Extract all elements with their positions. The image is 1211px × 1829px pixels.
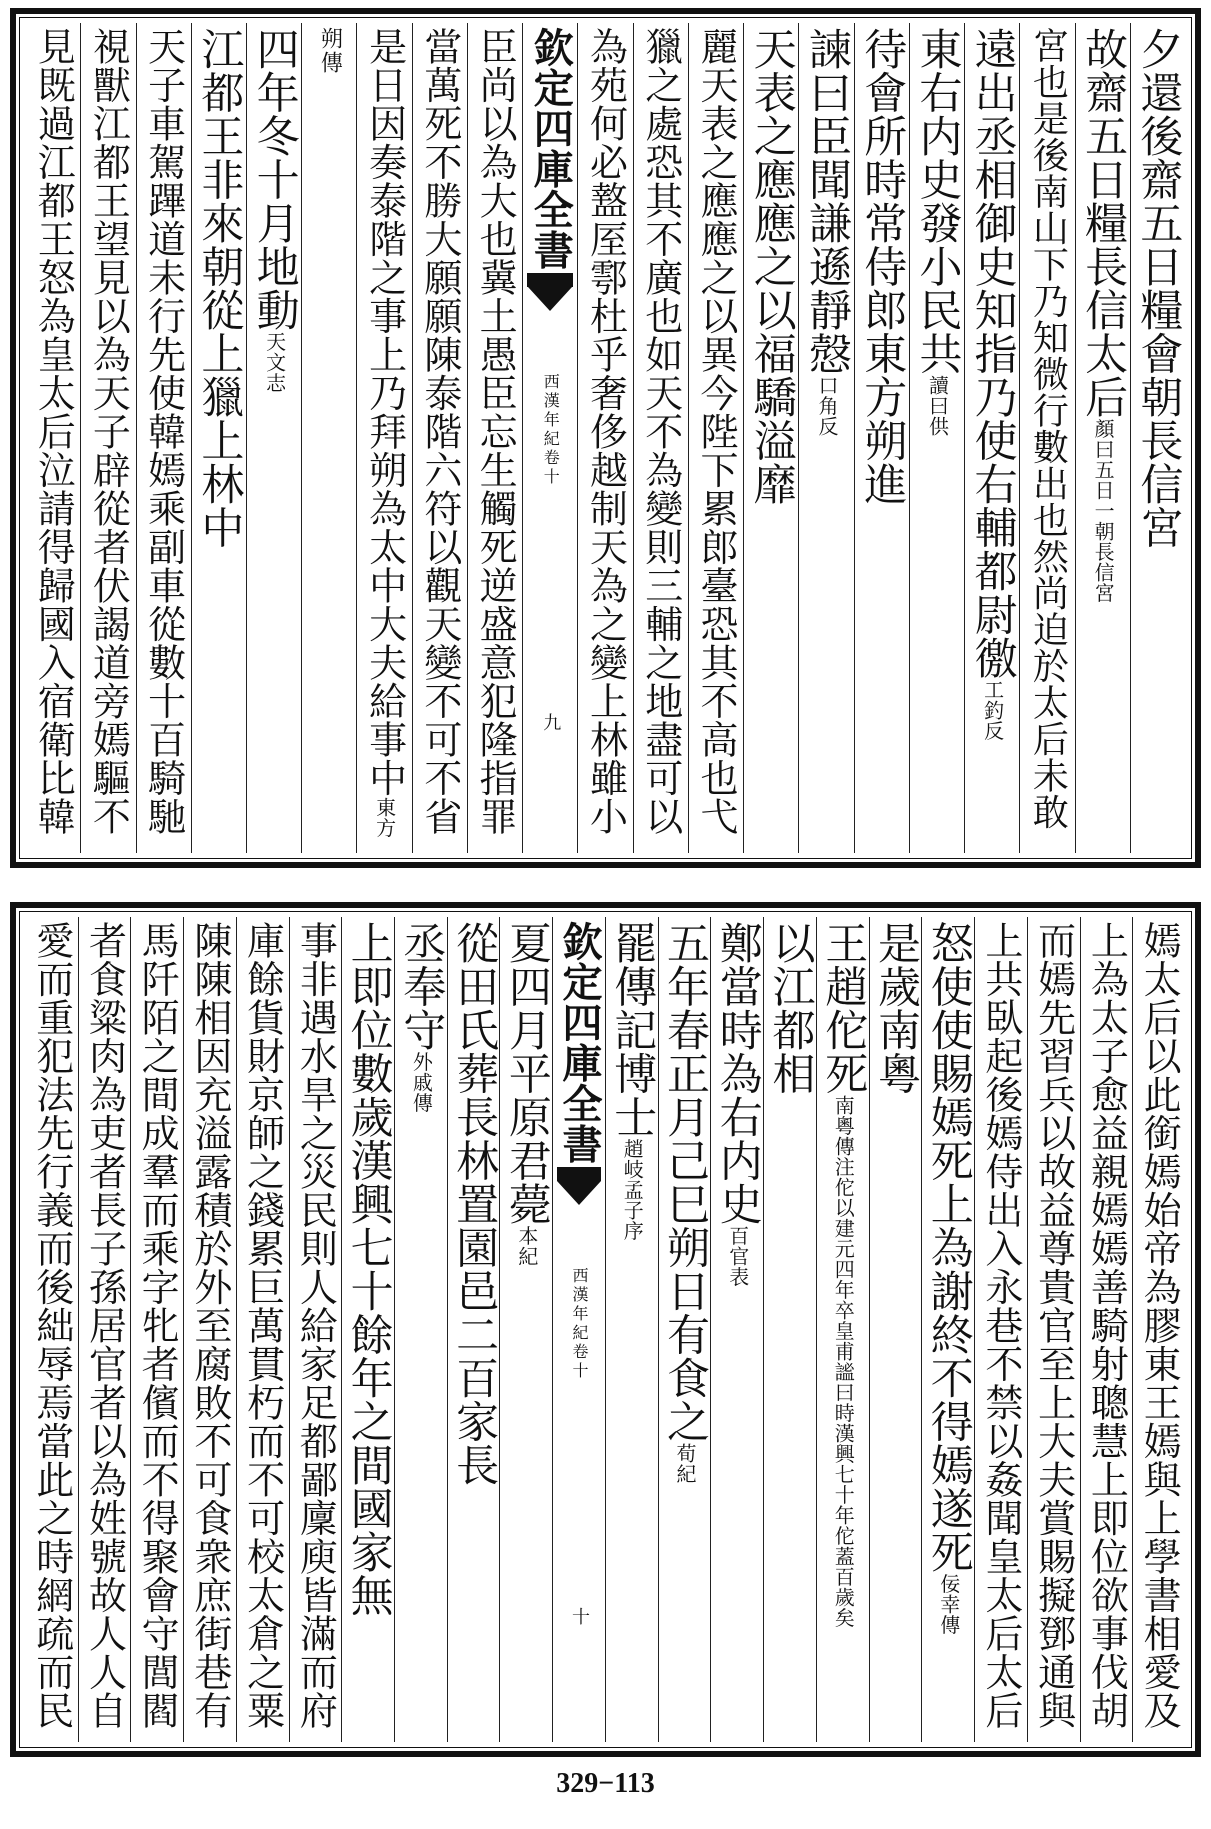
volume-label: 西漢年紀卷十 <box>570 1267 590 1381</box>
text-column <box>447 917 500 1742</box>
text-column <box>136 23 191 853</box>
main-text: 四年冬十月地動 <box>249 27 300 332</box>
column-text-block <box>1031 921 1076 1730</box>
column-text-block <box>978 921 1023 1730</box>
column-text-block <box>870 921 921 1095</box>
main-text: 夕還後齋五日糧會朝長信宮 <box>1133 27 1184 549</box>
main-text: 上共臥起後嫣侍出入永巷不禁以姦聞皇太后太后 <box>978 921 1023 1730</box>
text-column <box>1132 917 1185 1742</box>
column-text-block <box>343 921 394 1617</box>
main-text: 當萬死不勝大願願陳泰階六符以觀天變不可不省 <box>417 27 462 836</box>
text-column <box>191 23 246 853</box>
column-text-block <box>135 921 180 1730</box>
text-column <box>341 917 394 1742</box>
text-column <box>412 23 467 853</box>
column-text-block <box>746 27 797 506</box>
text-column <box>289 917 342 1742</box>
text-column <box>605 917 658 1742</box>
collection-title: 欽定四庫全書 <box>527 27 575 270</box>
column-text-block <box>240 921 285 1730</box>
main-text: 夏四月平原君薨 <box>501 921 552 1226</box>
main-text: 宮也是後南山下乃知微行數出也然尚迫於太后未敢 <box>1027 27 1069 830</box>
text-column <box>633 23 688 853</box>
text-column <box>710 917 763 1742</box>
upper-text-columns <box>26 23 1185 853</box>
interlinear-note: 本紀 <box>514 1225 539 1267</box>
text-column <box>869 917 922 1742</box>
column-text-block <box>82 921 127 1730</box>
text-column <box>236 917 289 1742</box>
fold-center-column <box>552 917 605 1742</box>
main-text: 故齋五日糧長信太后 <box>1078 27 1129 419</box>
main-text: 愛而重犯法先行義而後絀辱焉當此之時網疏而民 <box>29 921 74 1730</box>
lower-page-frame <box>10 902 1201 1757</box>
column-text-block <box>1084 921 1129 1730</box>
text-column <box>816 917 869 1742</box>
text-column <box>246 23 301 853</box>
main-text: 待會所時常侍郎東方朔進 <box>857 27 908 506</box>
column-text-block <box>857 27 908 506</box>
column-text-block <box>249 27 300 393</box>
fold-center-column <box>522 23 577 853</box>
main-text: 見既過江都王怒為皇太后泣請得歸國入宿衛比韓 <box>31 27 76 836</box>
column-text-block <box>31 27 76 836</box>
main-text: 麗天表之應應之以異今陛下累郎臺恐其不高也弋 <box>694 27 738 836</box>
main-text: 馬阡陌之間成羣而乘字牝者儐而不得聚會守閭閻 <box>135 921 180 1730</box>
upper-page-frame <box>10 8 1201 868</box>
main-text: 以江都相 <box>765 921 816 1095</box>
main-text: 視獸江都王望見以為天子辟從者伏謁道旁嫣驅不 <box>86 27 131 836</box>
column-text-block <box>141 27 186 836</box>
column-text-block <box>1078 27 1129 603</box>
text-column <box>909 23 964 853</box>
folio-number: 九 <box>540 713 562 732</box>
text-column <box>921 917 974 1742</box>
main-text: 朔傳 <box>317 27 343 75</box>
main-text: 從田氏葬長林置園邑二百家長 <box>449 921 500 1487</box>
main-text: 王趙佗死 <box>818 921 869 1095</box>
fishtail-ornament <box>557 1181 601 1205</box>
main-text: 天表之應應之以福驕溢靡 <box>746 27 797 506</box>
main-text: 是歲南粵 <box>870 921 921 1095</box>
text-column <box>577 23 632 853</box>
column-text-block <box>607 921 658 1241</box>
volume-label: 西漢年紀卷十 <box>541 373 561 487</box>
column-text-block <box>801 27 852 437</box>
column-text-block <box>293 921 338 1730</box>
main-text: 上為太子愈益親嫣嫣善騎射聰慧上即位欲事伐胡 <box>1084 921 1129 1730</box>
interlinear-note: 讀曰供 <box>925 375 950 437</box>
folio-number: 十 <box>569 1607 591 1626</box>
text-column <box>658 917 711 1742</box>
main-text: 鄭當時為右内史 <box>712 921 763 1226</box>
page-number: 329−113 <box>556 1768 655 1799</box>
main-text: 上即位數歲漢興七十餘年之間國家無 <box>343 921 394 1617</box>
column-text-block <box>1137 921 1182 1730</box>
column-text-block <box>396 921 447 1113</box>
main-text: 五年春正月己巳朔日有食之 <box>660 921 711 1443</box>
text-column <box>467 23 522 853</box>
interlinear-note: 南粵傳注佗以建元四年卒皇甫謐曰時漢興七十年佗蓋百歲矣 <box>831 1095 856 1628</box>
interlinear-note: 外戚傳 <box>409 1051 434 1113</box>
text-column <box>1080 917 1133 1742</box>
column-text-block <box>501 921 552 1267</box>
lower-text-columns <box>26 917 1185 1742</box>
column-text-block <box>818 921 869 1628</box>
text-column <box>763 917 816 1742</box>
fishtail-bar <box>527 273 573 287</box>
column-text-block <box>317 27 343 75</box>
text-column <box>1130 23 1185 853</box>
interlinear-note: 東方 <box>372 797 397 838</box>
text-column <box>26 917 78 1742</box>
text-column <box>743 23 798 853</box>
text-column <box>854 23 909 853</box>
text-column <box>130 917 183 1742</box>
text-column <box>80 23 135 853</box>
main-text: 怒使使賜嫣死上為謝終不得嫣遂死 <box>923 921 974 1574</box>
text-column <box>974 917 1027 1742</box>
column-text-block <box>86 27 131 836</box>
main-text: 獵之處恐其不廣也如天不為變則三輔之地盡可以 <box>638 27 683 836</box>
column-text-block <box>660 921 711 1484</box>
main-text: 諫曰臣聞謙遜靜慤 <box>801 27 852 375</box>
main-text: 嫣太后以此銜嫣始帝為膠東王嫣與上學書相愛及 <box>1137 921 1182 1730</box>
text-column <box>1019 23 1074 853</box>
column-text-block <box>583 27 628 836</box>
interlinear-note: 天文志 <box>262 331 287 393</box>
collection-title: 欽定四庫全書 <box>556 921 604 1164</box>
column-text-block <box>1133 27 1184 549</box>
column-text-block <box>765 921 816 1095</box>
text-column <box>499 917 552 1742</box>
interlinear-note: 百官表 <box>725 1225 750 1287</box>
text-column <box>1075 23 1130 853</box>
main-text: 江都王非來朝從上獵上林中 <box>194 27 245 549</box>
main-text: 丞奉守 <box>396 921 447 1052</box>
text-column <box>964 23 1019 853</box>
text-column <box>356 23 411 853</box>
interlinear-note: 口角反 <box>814 375 839 437</box>
column-text-block <box>449 921 500 1487</box>
text-column <box>183 917 236 1742</box>
main-text: 陳陳相因充溢露積於外至腐敗不可食衆庶街巷有 <box>187 921 232 1730</box>
main-text: 遠出丞相御史知指乃使右輔都尉徼 <box>967 27 1018 680</box>
interlinear-note: 荀紀 <box>673 1443 698 1484</box>
main-text: 而嫣先習兵以故益尊貴官至上大夫賞賜擬鄧通與 <box>1031 921 1076 1730</box>
text-column <box>1027 917 1080 1742</box>
interlinear-note: 趙岐孟子序 <box>620 1138 645 1241</box>
column-text-block <box>29 921 74 1730</box>
column-text-block <box>694 27 738 836</box>
main-text: 罷傳記博士 <box>607 921 658 1139</box>
column-text-block <box>912 27 963 437</box>
main-text: 天子車駕蹕道未行先使韓嫣乘副車從數十百騎馳 <box>141 27 186 836</box>
text-column <box>301 23 356 853</box>
main-text: 事非遇水旱之災民則人給家足都鄙廩庾皆滿而府 <box>293 921 338 1730</box>
column-text-block <box>1027 27 1069 830</box>
text-column <box>688 23 743 853</box>
interlinear-note: 佞幸傳 <box>936 1573 961 1635</box>
column-text-block <box>187 921 232 1730</box>
column-text-block <box>712 921 763 1287</box>
interlinear-note: 工釣反 <box>980 679 1005 741</box>
fishtail-bar <box>557 1167 601 1181</box>
main-text: 庫餘貨財京師之錢累巨萬貫朽而不可校太倉之粟 <box>240 921 285 1730</box>
text-column <box>78 917 131 1742</box>
column-text-block <box>638 27 683 836</box>
main-text: 為苑何必盩厔鄠杜乎奢侈越制天為之變上林雖小 <box>583 27 628 836</box>
text-column <box>26 23 80 853</box>
column-text-block <box>923 921 974 1635</box>
main-text: 是日因奏泰階之事上乃拜朔為太中大夫給事中 <box>362 27 407 797</box>
column-text-block <box>194 27 245 549</box>
text-column <box>798 23 853 853</box>
interlinear-note: 顏曰五日一朝長信宮 <box>1091 418 1116 603</box>
column-text-block <box>417 27 462 836</box>
main-text: 東右内史發小民共 <box>912 27 963 375</box>
main-text: 臣尚以為大也冀土愚臣忘生觸死逆盛意犯隆指罪 <box>473 27 518 836</box>
column-text-block <box>362 27 407 838</box>
main-text: 者食粱肉為吏者長子孫居官者以為姓號故人人自 <box>82 921 127 1730</box>
column-text-block <box>473 27 518 836</box>
fishtail-ornament <box>528 287 572 311</box>
column-text-block <box>967 27 1018 741</box>
text-column <box>394 917 447 1742</box>
